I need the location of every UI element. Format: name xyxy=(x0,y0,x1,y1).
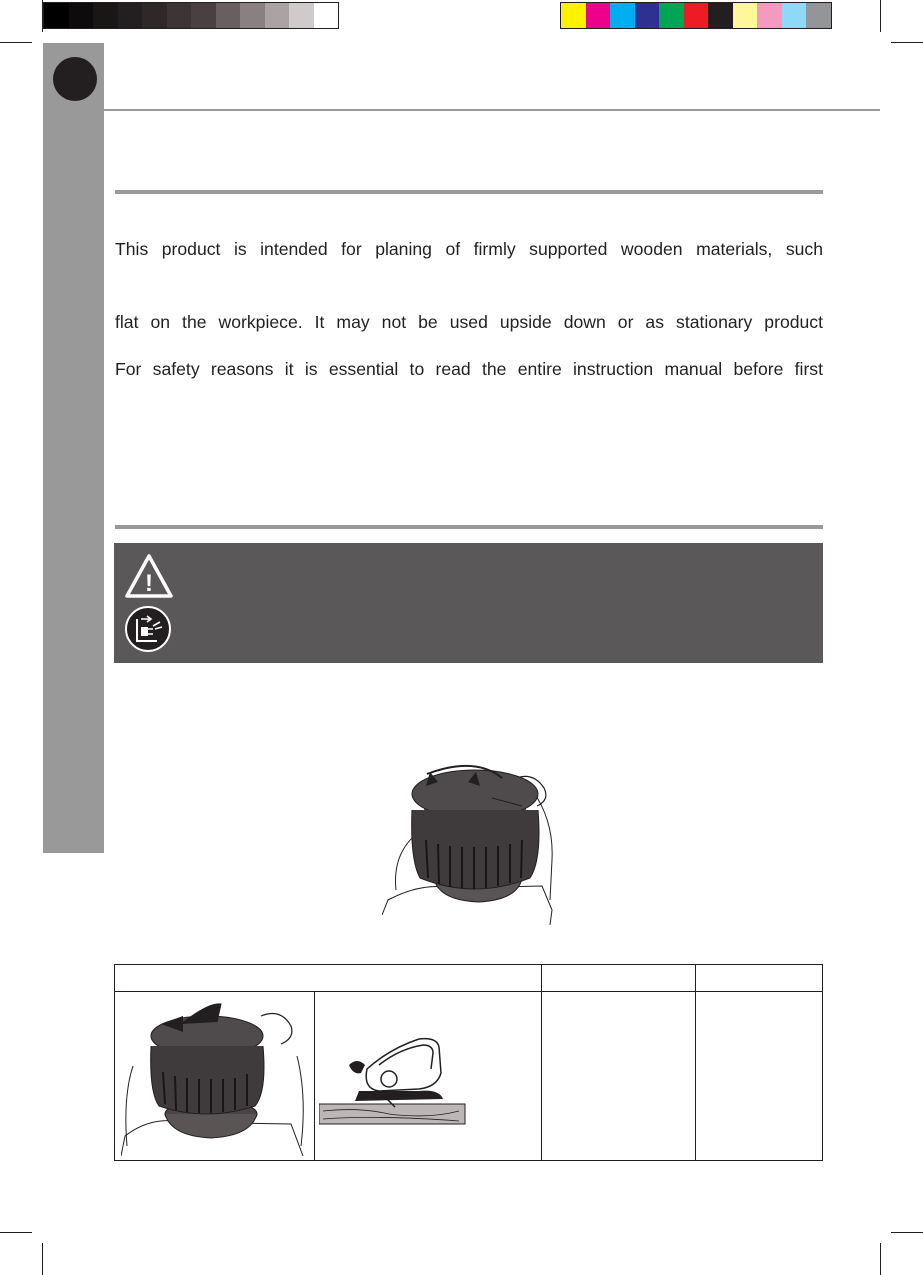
color-swatch xyxy=(265,3,290,28)
intended-use-line-2: flat on the workpiece. It may not be used upside down or as stationary product xyxy=(115,312,823,332)
crop-mark xyxy=(891,42,923,43)
color-swatch xyxy=(216,3,241,28)
crop-mark xyxy=(0,42,32,43)
settings-table xyxy=(114,964,823,1161)
color-swatch xyxy=(69,3,94,28)
crop-mark xyxy=(891,1232,923,1233)
color-swatch xyxy=(44,3,69,28)
color-swatch xyxy=(708,3,733,28)
warning-box xyxy=(114,543,823,663)
color-swatch xyxy=(142,3,167,28)
color-swatch xyxy=(757,3,782,28)
crop-mark xyxy=(0,1232,32,1233)
crop-mark xyxy=(880,1243,881,1275)
color-swatch xyxy=(191,3,216,28)
section-rule xyxy=(115,525,823,529)
intended-use-line-1: This product is intended for planing of firmly supported wooden materials, such xyxy=(115,239,823,259)
color-swatch xyxy=(93,3,118,28)
color-swatch xyxy=(610,3,635,28)
svg-text:!: ! xyxy=(145,570,153,597)
color-swatch xyxy=(806,3,831,28)
color-swatch xyxy=(586,3,611,28)
color-swatch xyxy=(289,3,314,28)
depth-knob-turn-illustration xyxy=(121,996,307,1158)
table-column-rule xyxy=(695,965,696,1160)
safety-note-line: For safety reasons it is essential to read the entire instruction manual before first xyxy=(115,359,823,379)
color-swatch xyxy=(684,3,709,28)
table-header-rule xyxy=(115,991,822,992)
color-swatch xyxy=(561,3,586,28)
color-swatch xyxy=(167,3,192,28)
side-tab xyxy=(43,43,104,853)
section-rule xyxy=(115,190,823,194)
warning-triangle-icon xyxy=(123,552,175,600)
color-swatch xyxy=(659,3,684,28)
unplug-before-adjusting-icon xyxy=(124,605,172,653)
color-swatch xyxy=(733,3,758,28)
planer-on-workpiece-illustration xyxy=(319,1029,469,1129)
color-swatch xyxy=(635,3,660,28)
crop-mark xyxy=(42,0,43,32)
table-column-rule xyxy=(541,965,542,1160)
language-marker xyxy=(53,57,97,101)
crop-mark xyxy=(42,1243,43,1275)
color-swatch xyxy=(314,3,339,28)
process-color-bar xyxy=(560,2,832,29)
header-rule xyxy=(104,109,880,111)
table-column-rule xyxy=(314,991,315,1160)
color-swatch xyxy=(240,3,265,28)
crop-mark xyxy=(880,0,881,32)
color-swatch xyxy=(118,3,143,28)
depth-adjustment-knob-illustration xyxy=(382,760,554,925)
grayscale-color-bar xyxy=(43,2,339,29)
color-swatch xyxy=(782,3,807,28)
